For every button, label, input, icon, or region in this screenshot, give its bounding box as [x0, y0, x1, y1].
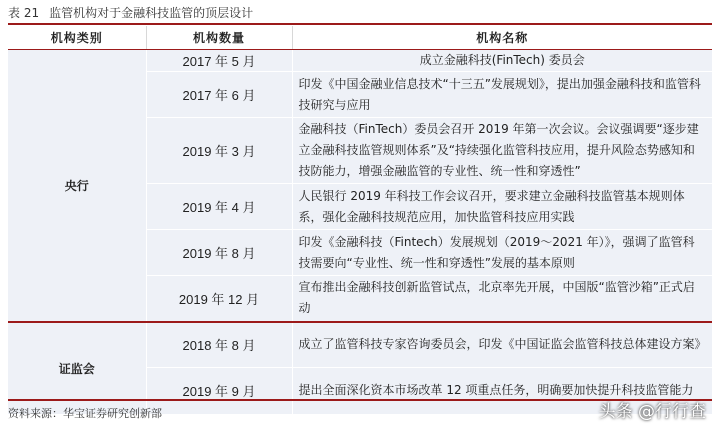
description-cell: 成立金融科技(FinTech) 委员会	[292, 50, 712, 72]
header-name: 机构名称	[292, 26, 712, 50]
description-cell: 印发《中国金融业信息技术“十三五”发展规划》，提出加强金融科技和监管科技研究与应用	[292, 72, 712, 118]
date-cell: 2019 年 4 月	[146, 184, 292, 230]
header-row	[8, 26, 712, 50]
date-cell: 2019 年 9 月	[146, 368, 292, 414]
watermark: 头条 @行行查	[598, 402, 706, 422]
date-cell: 2017 年 6 月	[146, 72, 292, 118]
description-cell: 印发《金融科技（Fintech）发展规划（2019～2021 年）》，强调了监管科技需要向“专业性、统一性和穿透性”发展的基本原则	[292, 230, 712, 276]
regulation-table	[8, 26, 712, 414]
table-row	[8, 50, 712, 72]
description-cell: 宣布推出金融科技创新监管试点，北京率先开展，中国版“监管沙箱”正式启动	[292, 276, 712, 322]
date-cell: 2018 年 8 月	[146, 322, 292, 368]
date-cell: 2019 年 3 月	[146, 118, 292, 184]
category-cell: 央行	[8, 50, 146, 322]
date-cell: 2019 年 8 月	[146, 230, 292, 276]
top-rule	[8, 23, 712, 25]
caption-title: 监管机构对于金融科技监管的顶层设计	[49, 6, 254, 20]
description-cell: 提出全面深化资本市场改革 12 项重点任务，明确要加快提升科技监管能力	[292, 368, 712, 414]
table-caption	[8, 4, 253, 22]
caption-number: 表 21	[8, 6, 40, 20]
date-cell: 2019 年 12 月	[146, 276, 292, 322]
table-row	[8, 322, 712, 368]
header-category: 机构类别	[8, 26, 146, 50]
date-cell: 2017 年 5 月	[146, 50, 292, 72]
description-cell: 金融科技（FinTech）委员会召开 2019 年第一次会议。会议强调要“逐步建立金融科技监管规则体系”及“持续强化监管科技应用，提升风险态势感知和技防能力，增强金融监管的专业性、统一性和穿透性”	[292, 118, 712, 184]
header-date: 机构数量	[146, 26, 292, 50]
source-note: 资料来源：华宝证券研究创新部	[8, 407, 162, 420]
description-cell: 人民银行 2019 年科技工作会议召开，要求建立金融科技监管基本规则体系，强化金融科技规范应用，加快监管科技应用实践	[292, 184, 712, 230]
description-cell: 成立了监管科技专家咨询委员会，印发《中国证监会监管科技总体建设方案》	[292, 322, 712, 368]
category-cell: 证监会	[8, 322, 146, 414]
